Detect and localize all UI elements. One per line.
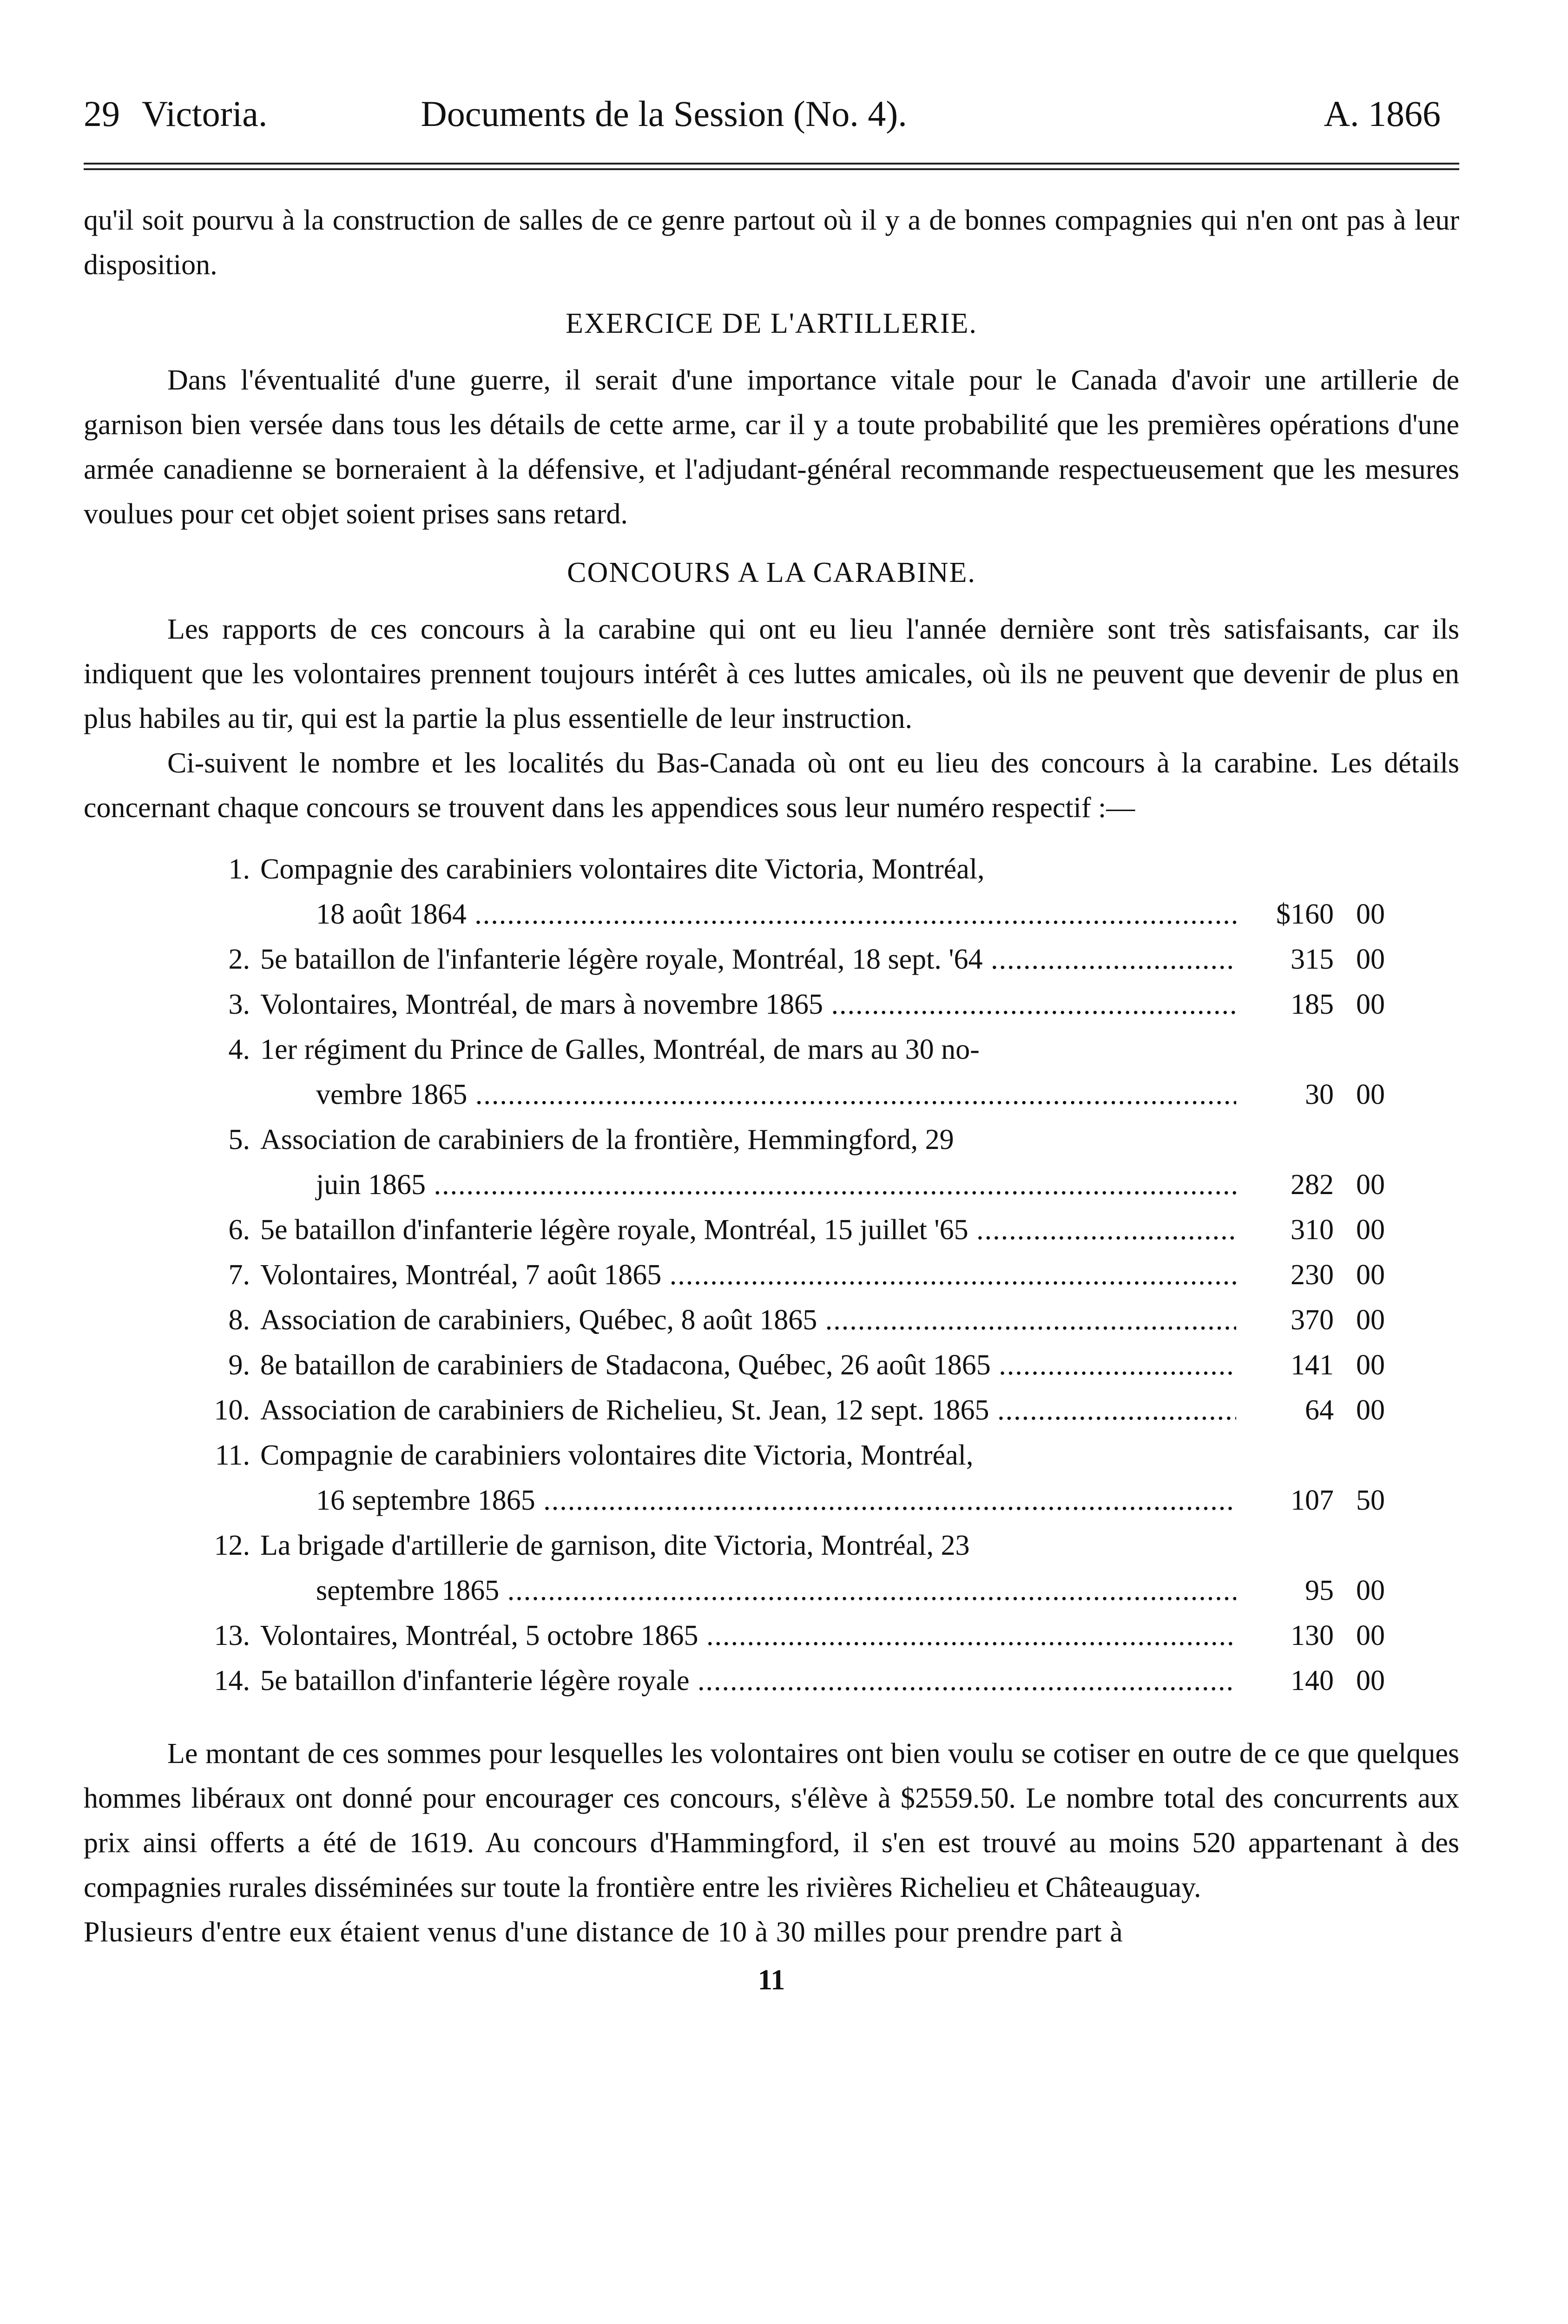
list-item xyxy=(84,982,1459,1027)
item-number: 2. xyxy=(228,944,250,975)
item-description: Volontaires, Montréal, 5 octobre 1865 ..... xyxy=(260,1613,1236,1658)
item-description: 5e bataillon d'infanterie légère royale, Montréal, 15 juillet '65 ..... xyxy=(260,1208,1236,1253)
list-item-continuation xyxy=(84,1162,1459,1208)
item-description: Association de carabiniers de Richelieu, St. Jean, 12 sept. 1865 ..... xyxy=(260,1388,1236,1433)
item-amount xyxy=(1236,1478,1385,1523)
amount-dollars: 315 xyxy=(1291,944,1334,975)
item-description: 5e bataillon d'infanterie légère royale ..... xyxy=(260,1658,1236,1703)
item-number: 9. xyxy=(228,1349,250,1381)
header-year: A. 1866 xyxy=(1324,93,1441,134)
item-amount xyxy=(1236,1253,1385,1298)
item-description-continued: juin 1865 ..... xyxy=(84,1162,1236,1208)
item-number: 4. xyxy=(228,1034,250,1065)
item-number: 1. xyxy=(228,853,250,885)
list-item-continuation xyxy=(84,1568,1459,1613)
item-amount xyxy=(1236,1388,1385,1433)
item-description-continued: 16 septembre 1865 ..... xyxy=(84,1478,1236,1523)
item-number: 10. xyxy=(214,1394,250,1426)
amount-cents: 00 xyxy=(1356,1214,1385,1246)
item-description: 8e bataillon de carabiniers de Stadacona, Québec, 26 août 1865 ..... xyxy=(260,1343,1236,1388)
carabine-paragraph-1: Les rapports de ces concours à la carabine qui ont eu lieu l'année dernière sont très satisfaisants, car ils indiquent que les volontaires prennent toujours intérêt à ces luttes amicales, où ils ne peuvent que devenir de plus en plus habiles au tir, qui est la partie la plus essentielle de leur instruction. xyxy=(84,614,1459,734)
list-item-continuation xyxy=(84,1478,1459,1523)
amount-cents: 50 xyxy=(1356,1485,1385,1516)
amount-cents: 00 xyxy=(1356,1349,1385,1381)
amount-dollars: 185 xyxy=(1291,989,1334,1020)
item-amount xyxy=(1236,1613,1385,1658)
list-item-continuation xyxy=(84,892,1459,937)
item-number: 13. xyxy=(214,1620,250,1651)
amount-cents: 00 xyxy=(1356,1575,1385,1606)
item-number: 14. xyxy=(214,1665,250,1697)
closing-last-line: Plusieurs d'entre eux étaient venus d'une distance de 10 à 30 milles pour prendre part à xyxy=(84,1916,1123,1948)
item-amount xyxy=(1236,1568,1385,1613)
item-number: 6. xyxy=(228,1214,250,1246)
amount-dollars: 30 xyxy=(1305,1079,1334,1110)
page-number: 29 xyxy=(84,93,120,134)
header-victoria: Victoria. xyxy=(142,93,268,134)
amount-dollars: 140 xyxy=(1291,1665,1334,1697)
page-header xyxy=(84,88,1459,139)
list-item-continuation xyxy=(84,1072,1459,1117)
header-title: Documents de la Session (No. 4). xyxy=(421,93,907,134)
item-amount xyxy=(1236,1298,1385,1343)
item-number: 7. xyxy=(228,1259,250,1291)
competition-list xyxy=(84,847,1459,1703)
item-description-continued: septembre 1865 ..... xyxy=(84,1568,1236,1613)
amount-dollars: 130 xyxy=(1291,1620,1334,1651)
amount-dollars: $160 xyxy=(1276,898,1334,930)
amount-cents: 00 xyxy=(1356,1259,1385,1291)
list-item xyxy=(84,1613,1459,1658)
item-number: 3. xyxy=(228,989,250,1020)
heading-carabine: CONCOURS A LA CARABINE. xyxy=(567,557,976,588)
amount-dollars: 64 xyxy=(1305,1394,1334,1426)
item-amount xyxy=(1236,1343,1385,1388)
item-amount xyxy=(1236,1658,1385,1703)
carabine-paragraph-2: Ci-suivent le nombre et les localités du Bas-Canada où ont eu lieu des concours à la carabine. Les détails concernant chaque concours se trouvent dans les appendices sous leur numéro respectif :— xyxy=(84,747,1459,824)
item-description: Association de carabiniers, Québec, 8 août 1865 ..... xyxy=(260,1298,1236,1343)
list-item xyxy=(84,937,1459,982)
amount-dollars: 310 xyxy=(1291,1214,1334,1246)
item-description: Compagnie des carabiniers volontaires dite Victoria, Montréal, xyxy=(260,853,985,885)
amount-cents: 00 xyxy=(1356,898,1385,930)
amount-cents: 00 xyxy=(1356,989,1385,1020)
amount-cents: 00 xyxy=(1356,944,1385,975)
list-item xyxy=(84,1298,1459,1343)
list-item xyxy=(84,1117,1459,1162)
item-description: 5e bataillon de l'infanterie légère royale, Montréal, 18 sept. '64 ..... xyxy=(260,937,1236,982)
amount-dollars: 230 xyxy=(1291,1259,1334,1291)
heading-artillerie: EXERCICE DE L'ARTILLERIE. xyxy=(566,308,977,339)
amount-cents: 00 xyxy=(1356,1620,1385,1651)
amount-dollars: 141 xyxy=(1291,1349,1334,1381)
item-number: 8. xyxy=(228,1304,250,1336)
list-item xyxy=(84,1433,1459,1478)
amount-dollars: 107 xyxy=(1291,1485,1334,1516)
item-amount xyxy=(1236,937,1385,982)
item-amount xyxy=(1236,1208,1385,1253)
intro-paragraph: qu'il soit pourvu à la construction de salles de ce genre partout où il y a de bonnes compagnies qui n'en ont pas à leur disposition. xyxy=(84,205,1459,281)
item-number: 12. xyxy=(214,1530,250,1561)
item-number: 5. xyxy=(228,1124,250,1155)
artillerie-paragraph: Dans l'éventualité d'une guerre, il serait d'une importance vitale pour le Canada d'avoir une artillerie de garnison bien versée dans tous les détails de cette arme, car il y a toute probabilité que les premières opérations d'une armée canadienne se borneraient à la défensive, et l'adjudant-général recommande respectueusement que les mesures voulues pour cet objet soient prises sans retard. xyxy=(84,364,1459,530)
item-amount xyxy=(1236,1162,1385,1208)
list-item xyxy=(84,1523,1459,1568)
item-amount xyxy=(1236,982,1385,1027)
item-description-continued: vembre 1865 ..... xyxy=(84,1072,1236,1117)
closing-section xyxy=(84,1731,1459,1954)
list-item xyxy=(84,1253,1459,1298)
list-item xyxy=(84,847,1459,892)
amount-cents: 00 xyxy=(1356,1665,1385,1697)
list-item xyxy=(84,1343,1459,1388)
item-description: Compagnie de carabiniers volontaires dite Victoria, Montréal, xyxy=(260,1439,974,1471)
item-description-continued: 18 août 1864 ..... xyxy=(84,892,1236,937)
amount-dollars: 282 xyxy=(1291,1169,1334,1201)
item-amount xyxy=(1236,1072,1385,1117)
document-body xyxy=(84,198,1459,830)
item-description: 1er régiment du Prince de Galles, Montréal, de mars au 30 no- xyxy=(260,1034,980,1065)
amount-cents: 00 xyxy=(1356,1169,1385,1201)
list-item xyxy=(84,1658,1459,1703)
list-item xyxy=(84,1208,1459,1253)
item-amount xyxy=(1236,892,1385,937)
item-description: Volontaires, Montréal, 7 août 1865 ..... xyxy=(260,1253,1236,1298)
amount-cents: 00 xyxy=(1356,1079,1385,1110)
document-page xyxy=(84,88,1459,1997)
item-description: La brigade d'artillerie de garnison, dite Victoria, Montréal, 23 xyxy=(260,1530,970,1561)
amount-dollars: 95 xyxy=(1305,1575,1334,1606)
item-description: Volontaires, Montréal, de mars à novembre 1865 ..... xyxy=(260,982,1236,1027)
amount-cents: 00 xyxy=(1356,1304,1385,1336)
item-number: 11. xyxy=(215,1439,250,1471)
header-rule xyxy=(84,163,1459,170)
list-item xyxy=(84,1027,1459,1072)
amount-cents: 00 xyxy=(1356,1394,1385,1426)
amount-dollars: 370 xyxy=(1291,1304,1334,1336)
item-description: Association de carabiniers de la frontière, Hemmingford, 29 xyxy=(260,1124,954,1155)
list-item xyxy=(84,1388,1459,1433)
closing-paragraph: Le montant de ces sommes pour lesquelles les volontaires ont bien voulu se cotiser en outre de ce que quelques hommes libéraux ont donné pour encourager ces concours, s'élève à $2559.50. Le nombre total des concurrents aux prix ainsi offerts a été de 1619. Au concours d'Hammingford, il s'en est trouvé au moins 520 appartenant à des compagnies rurales disséminées sur toute la frontière entre les rivières Richelieu et Châteauguay. xyxy=(84,1738,1459,1903)
footer-signature-mark: 11 xyxy=(758,1964,785,1996)
